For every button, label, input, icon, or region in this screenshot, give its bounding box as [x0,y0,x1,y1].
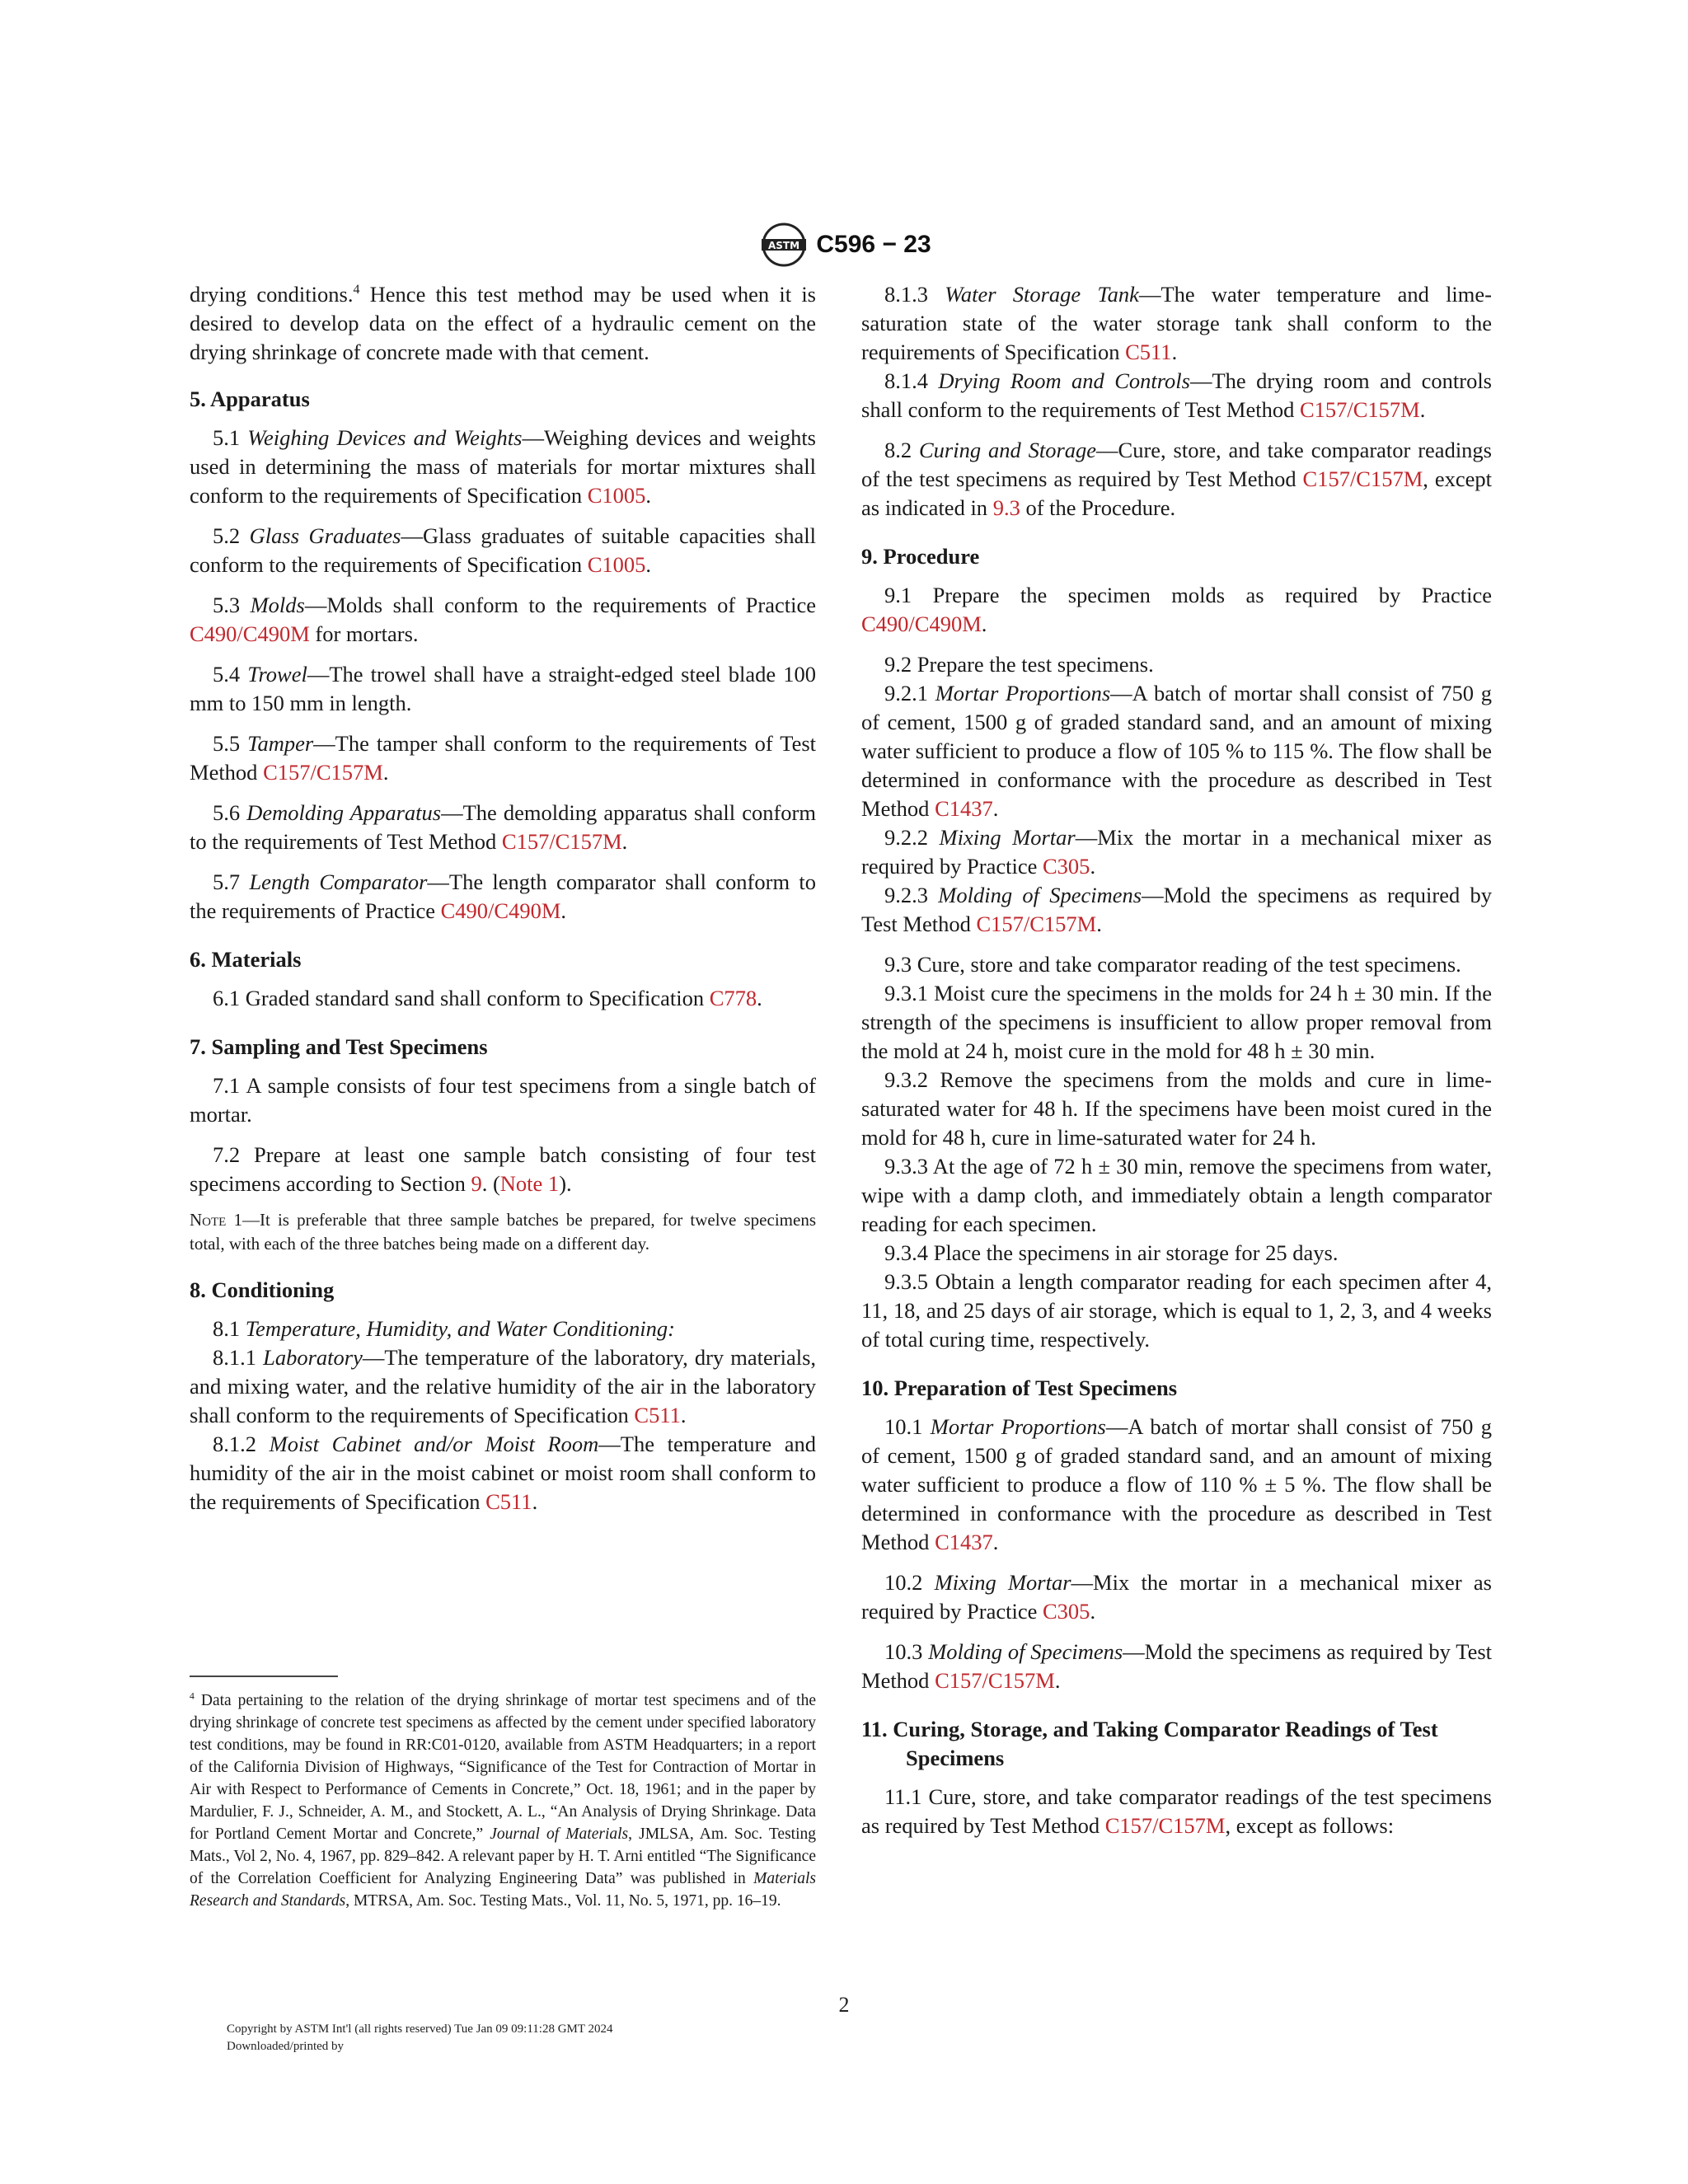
para-9-1: 9.1 Prepare the specimen molds as required by Practice C490/C490M. [861,583,1492,636]
para-9-3-1: 9.3.1 Moist cure the specimens in the molds for 24 h ± 30 min. If the strength of the specimens is insufficient to allow proper removal from the mold at 24 h, moist cure in the mold for 48 h ± 30 min. [861,981,1492,1063]
ref-link-c157[interactable]: C157/C157M [935,1668,1055,1693]
ref-link-c305[interactable]: C305 [1043,1599,1090,1624]
para-7-2: 7.2 Prepare at least one sample batch consisting of four test specimens according to Section 9. (Note 1). [190,1142,816,1196]
para-8-2: 8.2 Curing and Storage—Cure, store, and take comparator readings of the test specimens as required by Test Method C157/C157M, except as indicated in 9.3 of the Procedure. [861,438,1492,520]
section-9-heading: 9. Procedure [861,544,980,569]
ref-link-c157[interactable]: C157/C157M [976,912,1097,936]
ref-link-note-1[interactable]: Note 1 [499,1171,560,1196]
page-number: 2 [838,1993,850,2017]
section-10-heading: 10. Preparation of Test Specimens [861,1376,1178,1400]
para-6-1: 6.1 Graded standard sand shall conform to Specification C778. [213,986,762,1010]
para-9-3-5: 9.3.5 Obtain a length comparator reading for each specimen after 4, 11, 18, and 25 days of air storage, which is equal to 1, 2, 3, and 4 weeks of total curing time, respectively. [861,1269,1492,1352]
ref-link-c490[interactable]: C490/C490M [190,621,310,646]
ref-link-c511[interactable]: C511 [485,1489,532,1514]
para-11-1: 11.1 Cure, store, and take comparator readings of the test specimens as required by Test Method C157/C157M, except as follows: [861,1784,1492,1838]
ref-link-c1437[interactable]: C1437 [935,1530,993,1554]
para-9-2-2: 9.2.2 Mixing Mortar—Mix the mortar in a mechanical mixer as required by Practice C305. [861,825,1492,879]
para-8-1-1: 8.1.1 Laboratory—The temperature of the laboratory, dry materials, and mixing water, and the relative humidity of the air in the laboratory shall conform to the requirements of Specification C511. [190,1345,817,1427]
astm-logo-icon [757,221,811,269]
copyright-line: Copyright by ASTM Int'l (all rights reserved) Tue Jan 09 09:11:28 GMT 2024 [227,2022,613,2036]
para-7-1: 7.1 A sample consists of four test specimens from a single batch of mortar. [190,1073,816,1127]
footnote-divider [190,1675,338,1677]
para-10-1: 10.1 Mortar Proportions—A batch of mortar shall consist of 750 g of cement, 1500 g of graded standard sand, and an amount of mixing water sufficient to produce a flow of 110 % ± 5 %. The flow shall be determined in conformance with the procedure as described in Test Method C1437. [861,1414,1493,1554]
right-column [861,280,1492,1840]
copyright-notice [227,2021,613,2055]
ref-link-c157[interactable]: C157/C157M [263,760,383,785]
para-8-1-4: 8.1.4 Drying Room and Controls—The drying room and controls shall conform to the requirements of Test Method C157/C157M. [861,368,1492,422]
left-column [190,280,816,1516]
para-9-2: 9.2 Prepare the test specimens. [884,652,1154,677]
ref-link-c490[interactable]: C490/C490M [440,898,561,923]
ref-link-c1005[interactable]: C1005 [587,483,646,508]
para-10-2: 10.2 Mixing Mortar—Mix the mortar in a mechanical mixer as required by Practice C305. [861,1570,1492,1624]
para-9-2-1: 9.2.1 Mortar Proportions—A batch of mortar shall consist of 750 g of cement, 1500 g of graded standard sand, and an amount of mixing water sufficient to produce a flow of 105 % to 115 %. The flow shall be determined in conformance with the procedure as described in Test Method C1437. [861,681,1493,821]
ref-link-c778[interactable]: C778 [709,986,757,1010]
para-5-4: 5.4 Trowel—The trowel shall have a straight-edged steel blade 100 mm to 150 mm in length. [190,662,816,715]
ref-link-section-9[interactable]: 9 [471,1171,482,1196]
para-8-1-3: 8.1.3 Water Storage Tank—The water temperature and lime-saturation state of the water storage tank shall conform to the requirements of Specification C511. [861,282,1492,364]
note-1: Note 1—It is preferable that three sample batches be prepared, for twelve specimens total, with each of the three batches being made on a different day. [190,1210,816,1254]
logo-text: ASTM [768,240,800,251]
footnote-ref-4[interactable]: 4 [353,283,360,298]
ref-link-c490[interactable]: C490/C490M [861,612,982,636]
ref-link-c1005[interactable]: C1005 [587,552,646,577]
para-5-5: 5.5 Tamper—The tamper shall conform to the requirements of Test Method C157/C157M. [190,731,817,785]
section-5-heading: 5. Apparatus [190,387,310,411]
para-8-1-2: 8.1.2 Moist Cabinet and/or Moist Room—The temperature and humidity of the air in the moist cabinet or moist room shall conform to the requirements of Specification C511. [190,1432,817,1514]
para-9-2-3: 9.2.3 Molding of Specimens—Mold the specimens as required by Test Method C157/C157M. [861,883,1493,936]
para-9-3: 9.3 Cure, store and take comparator reading of the test specimens. [884,952,1461,977]
section-11-heading: 11. Curing, Storage, and Taking Comparator Readings of Test Specimens [861,1717,1438,1770]
para-5-1: 5.1 Weighing Devices and Weights—Weighing devices and weights used in determining the mass of materials for mortar mixtures shall conform to the requirements of Specification C1005. [190,425,816,508]
para-8-1: 8.1 Temperature, Humidity, and Water Conditioning: [213,1316,675,1341]
intro-paragraph [190,280,816,367]
ref-link-9-3[interactable]: 9.3 [992,495,1020,520]
ref-link-c157[interactable]: C157/C157M [1302,466,1423,491]
page-header [0,221,1688,270]
section-8-heading: 8. Conditioning [190,1277,335,1302]
para-5-3: 5.3 Molds—Molds shall conform to the requirements of Practice C490/C490M for mortars. [190,593,817,646]
ref-link-c511[interactable]: C511 [1125,340,1172,364]
para-5-2: 5.2 Glass Graduates—Glass graduates of suitable capacities shall conform to the requirements of Specification C1005. [190,523,817,577]
para-10-3: 10.3 Molding of Specimens—Mold the specimens as required by Test Method C157/C157M. [861,1639,1493,1693]
intro-text: drying conditions.$^4$ Hence this test method may be used when it is desired to develop data on the effect of a hydraulic cement on the drying shrinkage of concrete made with that cement. [190,282,816,364]
ref-link-c1437[interactable]: C1437 [935,796,993,821]
ref-link-c511[interactable]: C511 [634,1403,681,1427]
ref-link-c157[interactable]: C157/C157M [1104,1813,1226,1838]
footnote-4: $^4$ Data pertaining to the relation of the drying shrinkage of mortar test specimens and of the drying shrinkage of concrete test specimens as affected by the cement under specified laboratory test conditions, may be found in RR:C01-0120, available from ASTM Headquarters; in a report of the California Division of Highways, “Significance of the Test for Contraction of Mortar in Air with Respect to Performance of Cements in Concrete,” Oct. 18, 1961; and in the paper by Mardulier, F. J., Schneider, A. M., and Stockett, A. L., “An Analysis of Drying Shrinkage. Data for Portland Cement Mortar and Concrete,” Journal of Materials, JMLSA, Am. Soc. Testing Mats., Vol 2, No. 4, 1967, pp. 829–842. A relevant paper by H. T. Arni entitled “The Significance of the Correlation Coefficient for Analyzing Engineering Data” was published in Materials Research and Standards, MTRSA, Am. Soc. Testing Mats., Vol. 11, No. 5, 1971, pp. 16–19. [190,1690,816,1910]
section-7-heading: 7. Sampling and Test Specimens [190,1034,488,1059]
ref-link-c157[interactable]: C157/C157M [1299,397,1420,422]
document-designation: C596 − 23 [816,231,931,258]
para-9-3-2: 9.3.2 Remove the specimens from the molds and cure in lime-saturated water for 48 h. If the specimens have been moist cured in the mold for 48 h, cure in lime-saturated water for 24 h. [861,1067,1492,1150]
download-line: Downloaded/printed by [227,2040,345,2053]
ref-link-c305[interactable]: C305 [1043,854,1090,879]
para-5-7: 5.7 Length Comparator—The length comparator shall conform to the requirements of Practice C490/C490M. [190,869,816,923]
para-9-3-3: 9.3.3 At the age of 72 h ± 30 min, remove the specimens from water, wipe with a damp cloth, and immediately obtain a length comparator reading for each specimen. [861,1154,1492,1236]
ref-link-c157[interactable]: C157/C157M [501,829,622,854]
para-5-6: 5.6 Demolding Apparatus—The demolding apparatus shall conform to the requirements of Test Method C157/C157M. [190,800,816,854]
para-9-3-4: 9.3.4 Place the specimens in air storage for 25 days. [884,1240,1339,1265]
section-6-heading: 6. Materials [190,947,302,972]
